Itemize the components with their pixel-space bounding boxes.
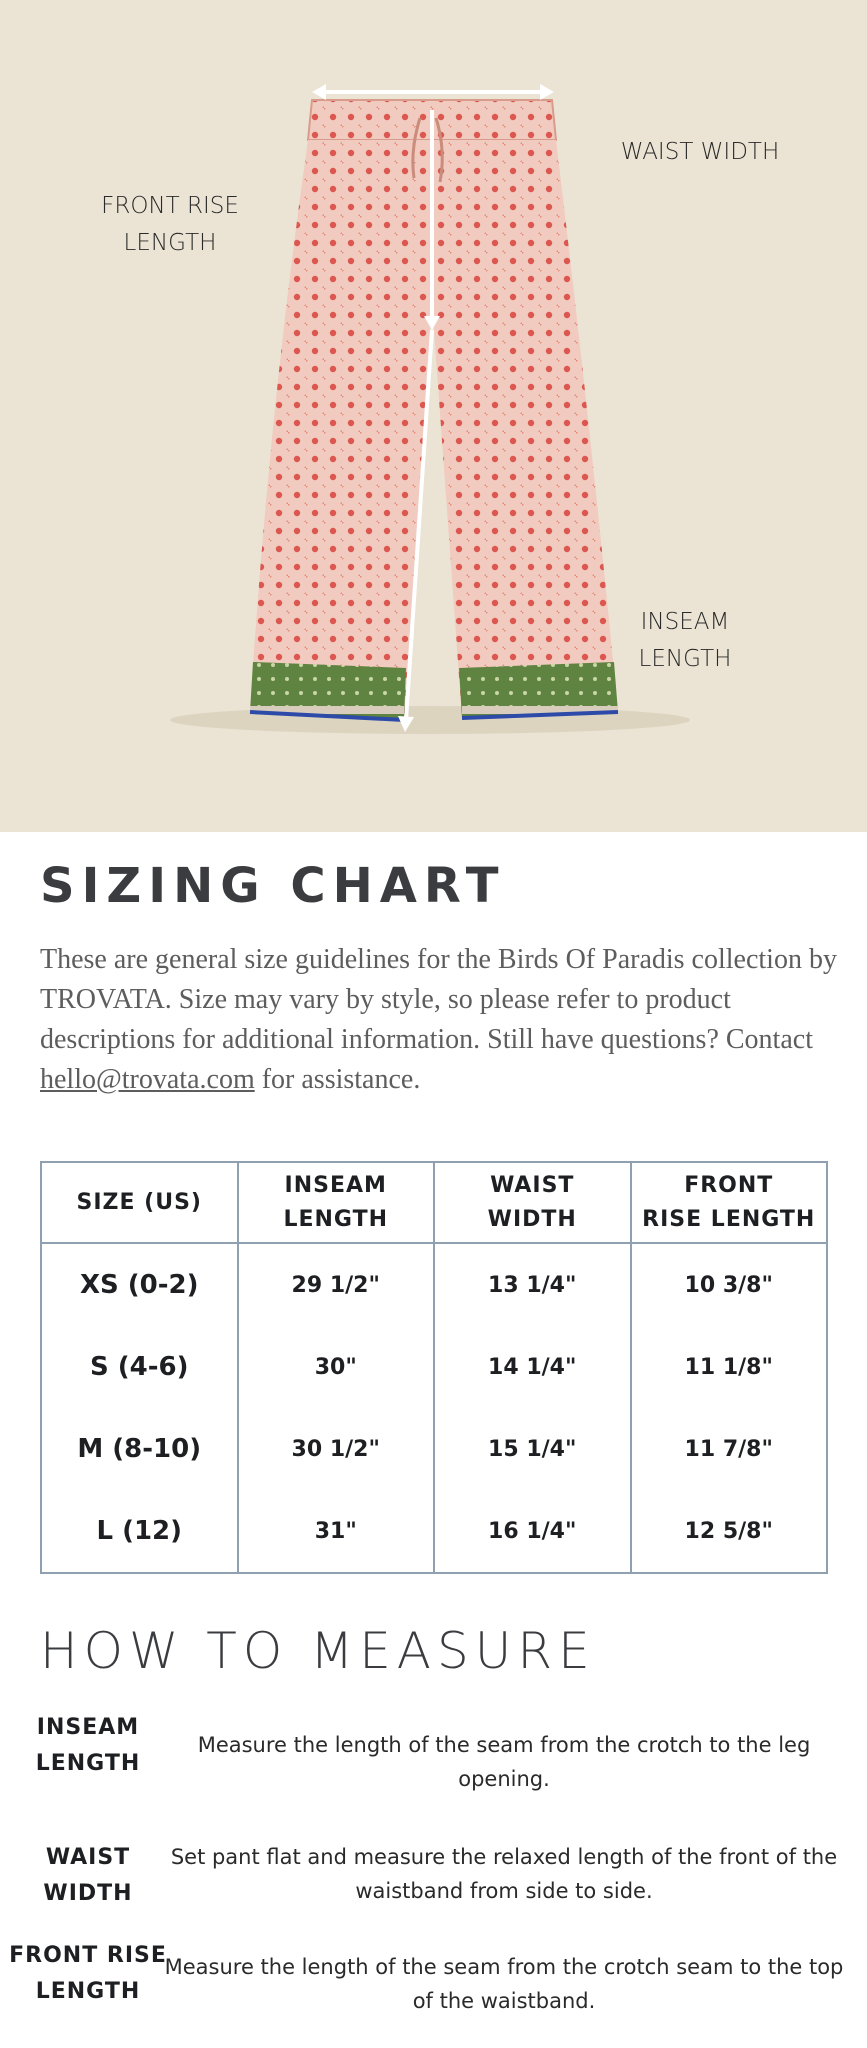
front-rise-label: FRONT RISE LENGTH	[101, 193, 239, 256]
cell-size: L (12)	[41, 1490, 238, 1573]
how-to-measure-title: HOW TO MEASURE	[40, 1622, 596, 1680]
contact-email-link[interactable]: hello@trovata.com	[40, 1064, 255, 1095]
cell-inseam: 30 1/2"	[238, 1408, 435, 1490]
table-row	[41, 1326, 827, 1408]
inseam-label: INSEAM LENGTH	[638, 609, 732, 672]
cell-size: S (4-6)	[41, 1326, 238, 1408]
header-inseam: INSEAM LENGTH	[238, 1162, 435, 1243]
cell-front-rise: 11 7/8"	[631, 1408, 828, 1490]
table-header-row	[41, 1162, 827, 1243]
intro-text: These are general size guidelines for the Birds Of Paradis collection by TROVATA. Size may vary by style, so please refer to product descriptions for additional information. Still have questions? Contact	[40, 944, 837, 1055]
cell-inseam: 31"	[238, 1490, 435, 1573]
measure-label: FRONT RISE LENGTH	[9, 1943, 167, 2004]
header-size: SIZE (US)	[41, 1162, 238, 1243]
measure-label: INSEAM LENGTH	[35, 1715, 141, 1776]
cell-size: XS (0-2)	[41, 1243, 238, 1326]
cell-front-rise: 11 1/8"	[631, 1326, 828, 1408]
measure-description: Measure the length of the seam from the crotch seam to the top of the waistband.	[164, 1955, 844, 2013]
table-row	[41, 1408, 827, 1490]
cell-front-rise: 10 3/8"	[631, 1243, 828, 1326]
measure-description: Set pant flat and measure the relaxed length of the front of the waistband from side to side.	[170, 1845, 838, 1903]
cell-waist: 16 1/4"	[434, 1490, 631, 1573]
table-row	[41, 1243, 827, 1326]
sizing-intro	[40, 940, 840, 1100]
cell-inseam: 29 1/2"	[238, 1243, 435, 1326]
sizing-chart-title: SIZING CHART	[40, 858, 506, 914]
header-front-rise: FRONT RISE LENGTH	[631, 1162, 828, 1243]
waist-width-label: WAIST WIDTH	[620, 139, 780, 165]
intro-tail: for assistance.	[254, 1064, 421, 1095]
cell-waist: 13 1/4"	[434, 1243, 631, 1326]
cell-waist: 15 1/4"	[434, 1408, 631, 1490]
sizing-table	[40, 1161, 828, 1574]
pants-illustration	[0, 0, 867, 832]
measure-description: Measure the length of the seam from the crotch to the leg opening.	[197, 1733, 811, 1791]
hero-image-area	[0, 0, 867, 832]
cell-size: M (8-10)	[41, 1408, 238, 1490]
header-waist: WAIST WIDTH	[434, 1162, 631, 1243]
cell-waist: 14 1/4"	[434, 1326, 631, 1408]
cell-inseam: 30"	[238, 1326, 435, 1408]
table-row	[41, 1490, 827, 1573]
measure-label: WAIST WIDTH	[43, 1845, 133, 1906]
cell-front-rise: 12 5/8"	[631, 1490, 828, 1573]
